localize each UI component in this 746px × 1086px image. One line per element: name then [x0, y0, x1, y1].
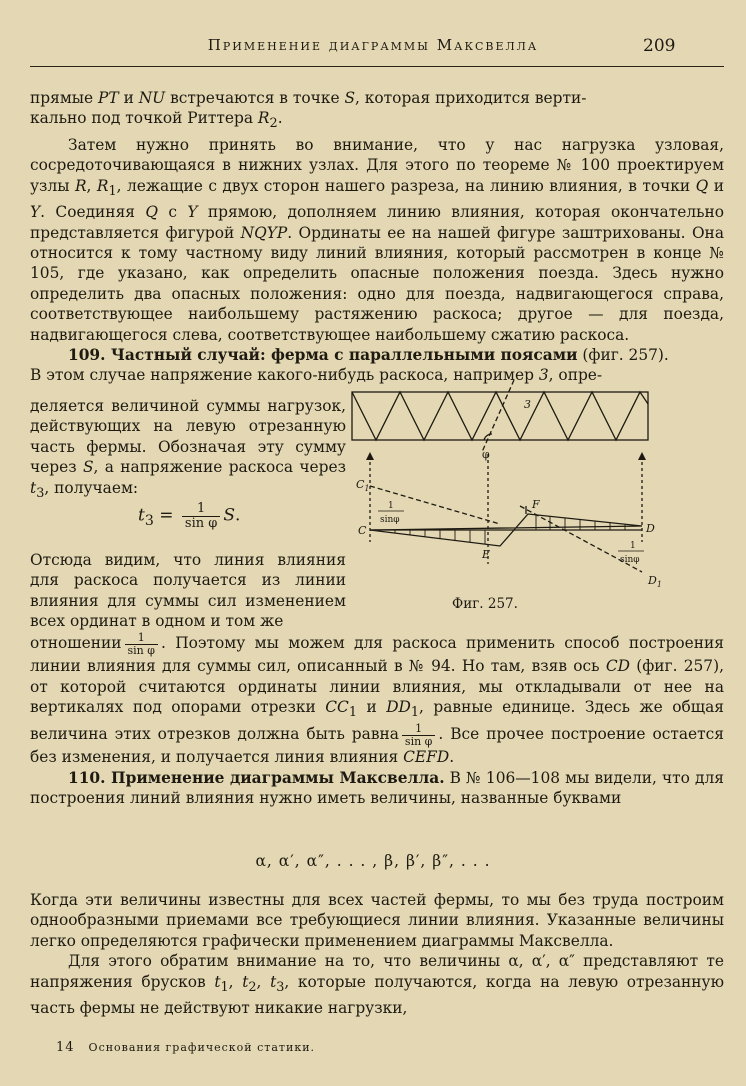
label-c1: $C_1$	[356, 478, 370, 493]
label-right-sinphi: sinφ	[620, 555, 640, 565]
figure-257	[340, 374, 670, 598]
support-arrows	[366, 452, 646, 460]
label-c: C	[358, 524, 367, 537]
section-109-start: 109. Частный случай: ферма с параллельными поясами (фиг. 257).	[68, 346, 669, 365]
section-110-start: 110. Применение диаграммы Максвелла. В № 106—108 мы видели, что для построения линий влияния нужно иметь величины, названные буквами	[30, 768, 725, 808]
header-rule	[30, 66, 724, 67]
section-109-continuation: отношении $\frac{1}{\text{sin φ}}$ . Поэтому мы можем для раскоса применить способ построения линии влияния для суммы сил, описанный в № 94. Но там, взяв ось CD (фиг. 257), от которой считаются ординаты линии влияния, мы откладывали от нее на вертикалях под опорами отрезки $CC_1$ и $DD_1$, равные единице. Здесь же общая величина этих отрезков должна быть равна $\frac{1}{\text{sin φ}}$ . Все прочее построение остается без изменения, и получается линия влияния CEFD.	[30, 631, 724, 767]
paragraph-110-3: Для этого обратим внимание на то, что величины α, α′, α″ представляют те напряжения брусков $t_1$, $t_2$, $t_3$, которые получаются, когда на левую отрезанную часть фермы не действуют никакие нагрузки,	[30, 952, 724, 1018]
text-block-top	[30, 88, 724, 386]
running-header: Применение диаграммы Максвелла	[207, 36, 539, 54]
formula-t3: $t_3$ = $\frac{1}{\text{sin φ}}$ S.	[138, 501, 241, 531]
section-109-heading: 109. Частный случай: ферма с параллельными поясами	[68, 346, 578, 365]
label-e: E	[482, 548, 491, 561]
paragraph-2: Затем нужно принять во внимание, что у нас нагрузка узловая, сосредоточивающаяся в нижних узлах. Для этого по теореме № 100 проектируем узлы R, $R_1$, лежащие с двух сторон нашего разреза, на линию влияния, в точки Q и Y. Соединяя Q с Y прямою, дополняем линию влияния, которая окончательно представляется фигурой NQYP. Ординаты ее на нашей фигуре заштрихованы. Она относится к тому частному виду линий влияния, который рассмотрен в конце № 105, где указано, как определить опасные положения поезда. Здесь нужно определить два опасных положения: одно для поезда, надвигающегося справа, соответствующее наибольшему растяжению раскоса; другое — для поезда, надвигающегося слева, соответствующее наибольшему сжатию раскоса.	[30, 135, 725, 344]
text-block-middle	[30, 632, 724, 809]
label-f: F	[532, 498, 540, 511]
label-right-one: 1	[630, 541, 636, 551]
sheet-number: 14	[56, 1040, 75, 1055]
greek-sequence: α, α′, α″, . . . , β, β′, β″, . . .	[255, 852, 491, 870]
text-block-bottom	[30, 890, 724, 1019]
page-number: 209	[643, 36, 676, 56]
narrow-text-1: деляется величиной суммы нагрузок, действующих на левую отрезанную часть фермы. Обозначая эту сумму через S, а напряжение раскоса через $t_3$, получаем:	[30, 397, 346, 501]
paragraph-1: прямые PT и NU встречаются в точке S, которая приходится верти- кально под точкой Риттера $R_2$.	[30, 89, 587, 132]
label-3: 3	[524, 398, 531, 411]
paragraph-110-2: Когда эти величины известны для всех частей фермы, то мы без труда построим однообразными приемами все требующиеся линии влияния. Указанные величины легко определяются графически применением диаграммы Максвелла.	[30, 891, 724, 950]
label-d: D	[646, 522, 655, 535]
label-d1: $D_1$	[648, 574, 662, 589]
label-left-one: 1	[388, 501, 394, 511]
narrow-text-2: Отсюда видим, что линия влияния для раскоса получается из линии влияния для суммы сил изменением всех ординат в одном и том же	[30, 551, 346, 631]
section-110-heading: 110. Применение диаграммы Максвелла.	[68, 768, 445, 787]
footer-title: Основания графической статики.	[88, 1041, 316, 1054]
label-left-sinphi: sinφ	[380, 515, 400, 525]
section-cut-line	[482, 380, 514, 452]
figure-caption: Фиг. 257.	[452, 596, 518, 612]
label-phi: φ	[482, 448, 490, 461]
section-109-line2: В этом случае напряжение какого-нибудь раскоса, например 3, опре-	[30, 366, 603, 385]
truss-diagonals	[352, 392, 648, 440]
signature-footer	[56, 1040, 315, 1055]
